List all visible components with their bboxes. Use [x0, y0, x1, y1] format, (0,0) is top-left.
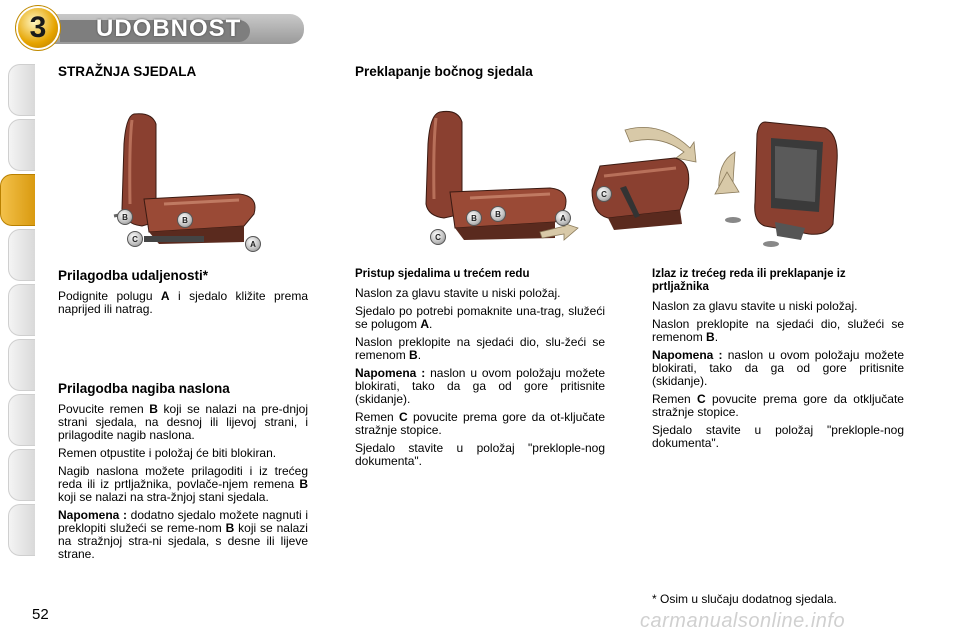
reach-adjustment-title: Prilagodba udaljenosti* — [58, 268, 209, 283]
access-text-6: Sjedalo stavite u položaj "preklople-nog dokumenta". — [355, 441, 605, 468]
marker-a: A — [245, 236, 261, 252]
access-text-2 — [355, 305, 605, 331]
text-run-bold: A — [160, 289, 170, 303]
chapter-tab-7[interactable] — [8, 394, 35, 446]
text-run: naslon u ovom položaju možete blokirati, tako da ga od gore pritisnite (skidanje). — [652, 348, 904, 388]
backrest-adjustment-block — [58, 381, 308, 566]
text-run: Remen — [652, 392, 697, 406]
chapter-tab-5[interactable] — [8, 284, 35, 336]
backrest-text-2: Remen otpustite i položaj će biti blokiran. — [58, 446, 277, 460]
exit-text-1: Naslon za glavu stavite u niski položaj. — [652, 299, 858, 313]
text-run-bold: B — [706, 330, 715, 344]
exit-third-row-block — [652, 268, 904, 455]
text-run: Sjedalo po potrebi pomaknite una-trag, služeći se polugom — [355, 304, 605, 331]
text-run-bold: B — [225, 521, 235, 535]
chapter-tab-8[interactable] — [8, 449, 35, 501]
text-run: koji se nalazi na stražnjoj stra-ni sjedala, s desne ili lijeve strane. — [58, 521, 308, 561]
text-run: . — [417, 348, 422, 362]
text-run: . — [714, 330, 719, 344]
text-run-bold: A — [420, 317, 430, 331]
watermark: carmanualsonline.info — [640, 610, 846, 632]
section-title-fold-side-seat: Preklapanje bočnog sjedala — [355, 64, 533, 79]
chapter-title: UDOBNOST — [96, 15, 242, 42]
marker-b-mid-1: B — [466, 210, 482, 226]
seat-folding-illustration-1 — [400, 104, 600, 249]
text-run: Povucite remen — [58, 402, 150, 416]
text-run: . — [429, 317, 433, 331]
marker-c: C — [127, 231, 143, 247]
exit-note — [652, 349, 904, 388]
footnote: * Osim u slučaju dodatnog sjedala. — [652, 592, 837, 606]
marker-c-mid-2: C — [596, 186, 612, 202]
text-run: povucite prema gore da otključate stražnje stopice. — [652, 392, 904, 419]
chapter-tab-4[interactable] — [8, 229, 35, 281]
chapter-tabs — [0, 64, 34, 584]
backrest-note — [58, 509, 308, 561]
text-run: Naslon preklopite na sjedaći dio, služeći se remenom — [652, 317, 904, 344]
text-run: koji se nalazi na stra-žnjoj stani sjedala. — [58, 490, 269, 504]
access-text-3 — [355, 336, 605, 362]
text-run-bold: C — [399, 410, 408, 424]
note-label: Napomena : — [355, 366, 431, 380]
note-label: Napomena : — [58, 508, 131, 522]
marker-a-mid: A — [555, 210, 571, 226]
text-run: koji se nalazi na pre-dnjoj strani sjedala, na desnoj ili lijevoj strani, i prilagodite nagib naslona. — [58, 402, 308, 442]
access-third-row-title: Pristup sjedalima u trećem redu — [355, 268, 530, 280]
backrest-text-1 — [58, 403, 308, 442]
note-label: Napomena : — [652, 348, 728, 362]
chapter-tab-9[interactable] — [8, 504, 35, 556]
text-run-bold: B — [299, 477, 308, 491]
text-run-bold: B — [149, 402, 158, 416]
exit-text-5: Sjedalo stavite u položaj "preklople-nog dokumenta". — [652, 423, 904, 450]
backrest-text-3 — [58, 465, 308, 504]
reach-adjustment-text — [58, 290, 308, 316]
access-text-5 — [355, 411, 605, 437]
text-run: i sjedalo kližite prema naprijed ili natrag. — [58, 289, 308, 316]
text-run: Podignite polugu — [58, 289, 161, 303]
exit-third-row-title: Izlaz iz trećeg reda ili preklapanje iz prtljažnika — [652, 268, 846, 293]
access-third-row-block — [355, 268, 605, 473]
text-run: dodatno sjedalo možete nagnuti i preklopiti služeći se reme-nom — [58, 508, 308, 535]
text-run-bold: B — [409, 348, 418, 362]
text-run: naslon u ovom položaju možete blokirati, tako da ga od gore pritisnite (skidanje). — [355, 366, 605, 406]
marker-b-left: B — [117, 209, 133, 225]
exit-text-4 — [652, 393, 904, 419]
access-note — [355, 367, 605, 406]
reach-adjustment-block — [58, 268, 308, 321]
page-number: 52 — [32, 606, 49, 623]
section-title-rear-seats: STRAŽNJA SJEDALA — [58, 64, 197, 79]
chapter-tab-6[interactable] — [8, 339, 35, 391]
text-run: Naslon preklopite na sjedaći dio, slu-žeći se remenom — [355, 335, 605, 362]
exit-text-2 — [652, 318, 904, 344]
access-text-1: Naslon za glavu stavite u niski položaj. — [355, 286, 561, 300]
text-run: povucite prema gore da ot-ključate stražnje stopice. — [355, 410, 605, 437]
chapter-tab-1[interactable] — [8, 64, 35, 116]
text-run: Remen — [355, 410, 399, 424]
chapter-number-badge: 3 — [18, 8, 58, 48]
chapter-tab-3-active[interactable] — [0, 174, 35, 226]
marker-c-mid: C — [430, 229, 446, 245]
marker-b-right: B — [177, 212, 193, 228]
text-run: Nagib naslona možete prilagoditi i iz trećeg reda ili iz prtljažnika, povlače-njem remena — [58, 464, 308, 491]
marker-b-mid-2: B — [490, 206, 506, 222]
page-header — [0, 0, 960, 50]
chapter-tab-2[interactable] — [8, 119, 35, 171]
seat-folded-illustration — [705, 112, 845, 252]
text-run-bold: C — [697, 392, 706, 406]
backrest-adjustment-title: Prilagodba nagiba naslona — [58, 381, 230, 396]
seat-folding-illustration-2 — [580, 118, 700, 238]
